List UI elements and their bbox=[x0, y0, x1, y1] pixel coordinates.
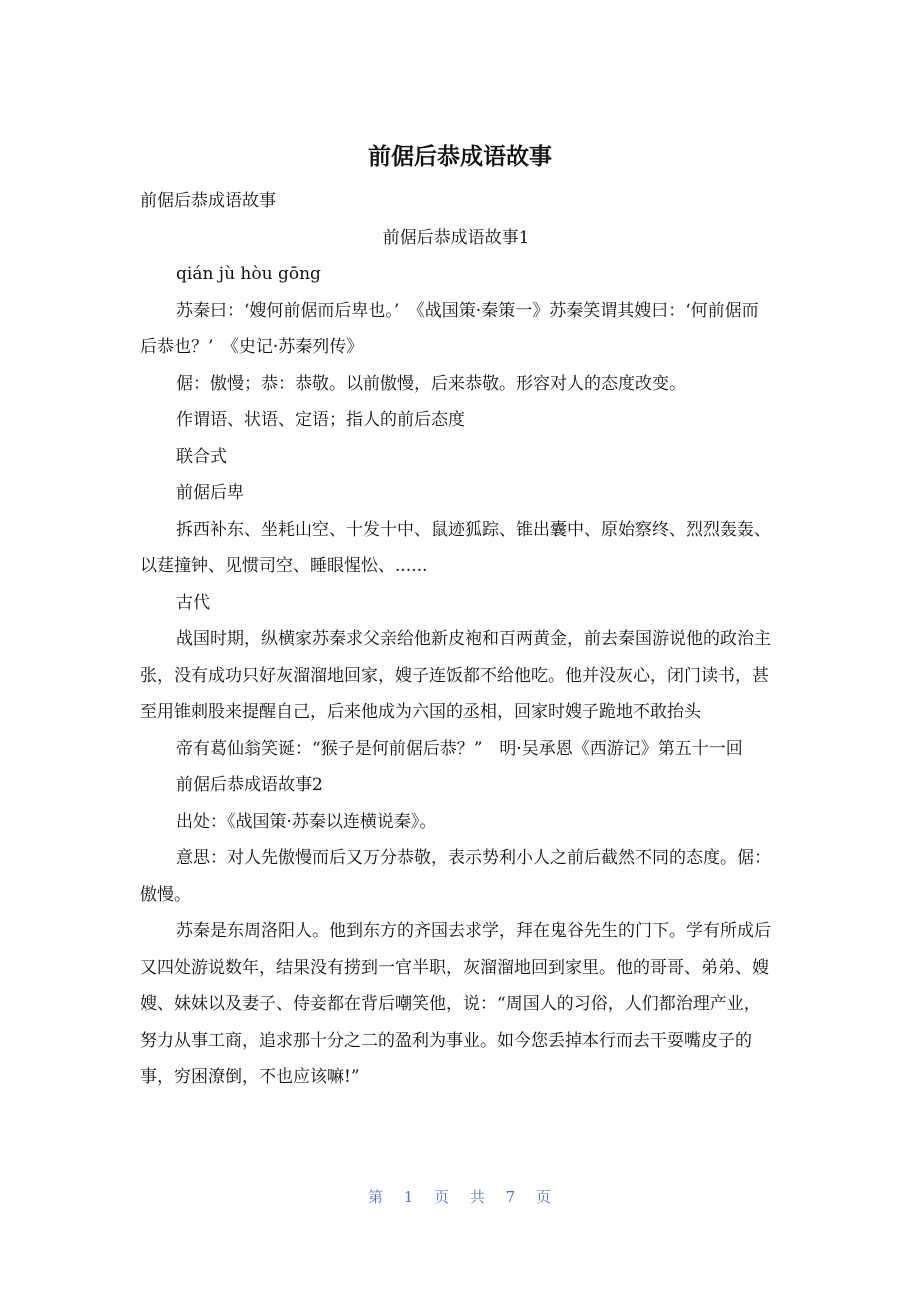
document-body bbox=[140, 183, 772, 1096]
synonym-line: 前倨后卑 bbox=[176, 483, 244, 503]
related-idioms: 拆西补东、坐耗山空、十发十中、鼠迹狐踪、锥出囊中、原始察终、烈烈轰轰、以莛撞钟、见惯司空、睡眼惺忪、...... bbox=[140, 519, 771, 576]
page-footer: 第 1 页 共 7 页 bbox=[368, 1188, 552, 1206]
example-paragraph: 帝有葛仙翁笑诞：“猴子是何前倨后恭？” 明·吴承恩《西游记》第五十一回 bbox=[176, 738, 743, 759]
source-quote: 苏秦曰：‘嫂何前倨而后卑也。’ 《战国策·秦策一》苏秦笑谓其嫂曰：‘何前倨而后恭也？’ 《史记·苏秦列传》 bbox=[140, 300, 759, 357]
meaning-paragraph: 倨：傲慢；恭：恭敬。以前傲慢，后来恭敬。形容对人的态度改变。 bbox=[176, 373, 686, 394]
section-heading-1: 前倨后恭成语故事1 bbox=[382, 227, 530, 248]
section2-meaning: 意思：对人先傲慢而后又万分恭敬，表示势利小人之前后截然不同的态度。倨：傲慢。 bbox=[140, 848, 771, 905]
usage-paragraph: 作谓语、状语、定语；指人的前后态度 bbox=[176, 410, 465, 430]
document-subtitle: 前倨后恭成语故事 bbox=[140, 191, 276, 211]
structure-line: 联合式 bbox=[176, 446, 227, 467]
document-title: 前倨后恭成语故事 bbox=[368, 144, 552, 170]
section2-story: 苏秦是东周洛阳人。他到东方的齐国去求学，拜在鬼谷先生的门下。学有所成后又四处游说数年，结果没有捞到一官半职，灰溜溜地回到家里。他的哥哥、弟弟、嫂嫂、妹妹以及妻子、侍妾都在背后嘲笑他，说：“周国人的习俗，人们都治理产业，努力从事工商，追求那十分之二的盈利为事业。如今您丢掉本行而去干耍嘴皮子的事，穷困潦倒，不也应该嘛!” bbox=[140, 921, 771, 1087]
section-heading-2: 前倨后恭成语故事2 bbox=[176, 775, 323, 795]
pinyin-line: qián jù hòu gōng bbox=[176, 264, 321, 284]
era-line: 古代 bbox=[176, 592, 210, 613]
story-paragraph: 战国时期，纵横家苏秦求父亲给他新皮袍和百两黄金，前去秦国游说他的政治主张，没有成功只好灰溜溜地回家，嫂子连饭都不给他吃。他并没灰心，闭门读书，甚至用锥刺股来提醒自己，后来他成为六国的丞相，回家时嫂子跪地不敢抬头 bbox=[140, 629, 771, 722]
section2-source: 出处：《战国策·苏秦以连横说秦》。 bbox=[176, 811, 437, 832]
